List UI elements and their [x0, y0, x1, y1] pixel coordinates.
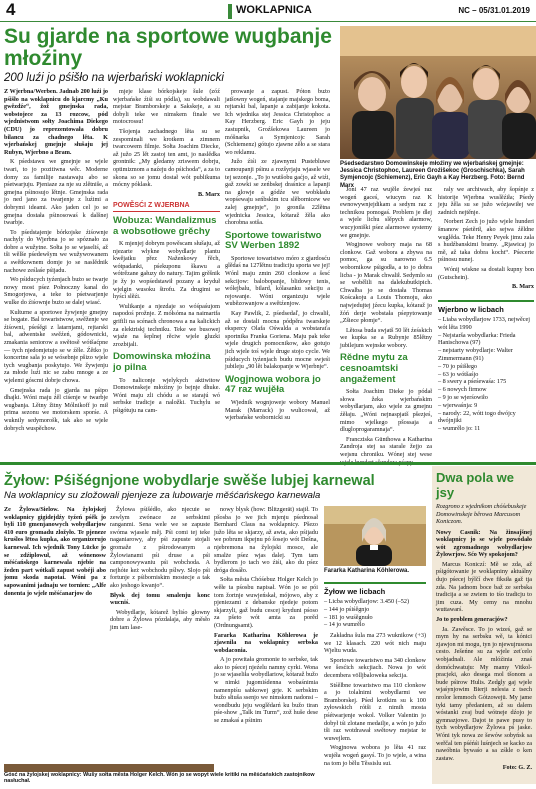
second-headline: Žyłow: Pśišégnjone wobydlarje swěše lubjej karnewal [4, 473, 375, 489]
section-kicker: POWĚSĆI Z WJERBNA [113, 202, 220, 212]
stats-item: – 9 jo se wjerśowiło [438, 393, 488, 401]
paragraph: K pśedstawu we gmejnje se wjele twari, to jo pozitiwna wěc. Moderne domy za familije nastawaju abo se pśetwarjuju. Pjeniaze za nje su zlětniše, a gmejna pśinosujo lětnje. Gmejnska rada jo ned jano za twarjenje z luźimi a dobrymi ideami. Ako jaden cel jo se gmejna dostała pśinosowaś k dalšnej twarbje. [4, 158, 108, 227]
subheadline: Wogjnowa wobora jo 47 raz wujěła [225, 373, 321, 396]
stats-item: – Licba wobydlarjow: 3.450 (–52) [324, 598, 410, 605]
page-header [0, 0, 536, 22]
paragraph: Francziska Günthowa a Katharina Zandroja stej sa starale žejjo za wejsnu chroniku. Wónej stej wese [340, 435, 432, 458]
author-sign: B. Marx [512, 283, 534, 291]
subheadline: Wobuza: Wandalizmus a wobsotłowe grěchy [113, 214, 217, 237]
paragraph: Sołta města Chóśebuz Holger Kelch jo wěłe ta pśosbu napisał. Wón jo se pói tom žortnje wuwjeńskał, mójowo, aby z pjeniezami z debanske njedeje potom skjarzyli, gaž budu cescej kryduni pśoso za pšeto wót amta za porěd (Ordnungsamt). [214, 576, 318, 629]
article2-column-1 [4, 506, 106, 762]
paragraph: Wo pśiducych tyźenjach bużo se twarje nowy most pśez Połnoczny kanal do Smogorjowa, a teke to pśetwarjenje wulke do źiśownje bużo se dalej wiasć. [4, 276, 108, 307]
answer: Ja. Zawěsce. To jo wiześ, gaž se mym hy na serbsku wě, ta kónici zjawjon mi mogu, tyn jo njewujrusona cesto. Ješeńne su za wjele zeťcelo wobjadnali. Ale mlóźinia znaś domóchwatuju: My mamy Vitkol-pracjeki, ako desega mol tšonom a bude pśirow Hulis. Zedgly gaj wjele wjaśynjowim Bierji nelesia z tsech nrolor lemmoch Gótzowejü. My jame tyki tamy předaniem, až su dalem wóstanki zvaj bud wótneje dźojo je gymnazjowe. Dajot te pawe pusy to tych wobydlarjow Žylowa pś jaske. Wóni tyk nowa ze šewów sobyńsk sa weřčal ten pśéńśi luśnjech se kacko za nawóbnia bywaśo a sa zśkle o ken zastaw. [436, 625, 532, 762]
group-photo [340, 26, 536, 159]
paragraph: Sołta Joachim Dieke jo pódał słowa žeka wjerbańskim wobydlarjam, ako wjele za gmejnu źěłaju. „Wóni nejnaspjatš pšezjeś, mimo wjelkego pšossaja a dlugloprogaramnaja“. [340, 388, 432, 434]
pastor-caption: Fararka Katharina Köhlerowa. [324, 568, 410, 574]
paragraph: Joni 47 raz wujěle źewjeś raz wogeń gaceś, wiucym raz K ewnowywnjejdikam a sedym raz z technikou pomogaś. Problem je dlej a wjele lichu slěpych alarmow, wucyjoniški pśez alarmowe systemy we gmejnje. [340, 186, 432, 239]
paragraph: Stśělbne towaristwo ma 110 clonkow a jo tolalnimi wobydlarmi we Bramborskej. Pśed krotkim su k 100 zyłowskich rótši z nimih mosta pśétwarjenje wokol. Volker Valentin jo dobył tśi zlotane medailje, a wón jo južo tši raz wotdrawał swětowy mejstar te wuwejlem. [324, 681, 426, 742]
pastor-photo [324, 506, 426, 566]
sidebar-body [436, 529, 532, 789]
paragraph: Lětosa buda swjatš 50 lět źeśskich we kupka se a Rubynje 85lětny jubilejum wejnske wobory. [340, 326, 432, 349]
stats-item: – 14 jo wumrělo [324, 621, 365, 629]
photo-credit: Foto: Bernd Marx [340, 175, 525, 189]
paragraph: Tšojenja zachadnego lěta su se zespominali we krotkem a zimnem twarcowem filmje. Sołta Joachim Diecke, až južo 25 lět zastoj ten amt, jo naslědka grontnik: „My gledamy zriswem dobrju, optimizmom a naźeju do pśichoda“, a za to skona so se jomu dostał wót publikuma mócny póklask. [113, 127, 220, 189]
paragraph: Zakładna šula ma 273 wuknikow (+3) we 12 klasach. 220 wót nich maju Wjeltu wuda. [324, 632, 426, 655]
mayor-caption: Gósć na žylojskej woklapnicy: Wušy sołta města Holger Kelch. Wón jo se wopyt wiele kritiki na měśćańskich zastojnikow nasłuchał. [4, 772, 315, 784]
stats-box-title: Žyłow we licbach [324, 587, 386, 596]
group-photo-image [340, 26, 536, 159]
stats-box-title: Wjerbno w licbach [438, 305, 504, 314]
stats-item: – Liaba wobydlarjow 1733, nejwěcej wót lěta 1990 [438, 316, 530, 331]
paragraph: Gmejnska rada jo gjarda na pśipo dhajki. Wóni maju źěl ciśenje w twarbje wugbanja. Lětny žitny Mólnikoff jo mił prima sezonu we motorskem sporśe. A wuknily sedymorošk, tak ako se wjele dobrych wuspěchow. [4, 386, 108, 432]
interview-sidebar [432, 466, 536, 784]
paragraph: Sportowe towaristwo ma 340 clonkow we šesćich sekcjiach. Nowa jo wót decembera völljbaloweka sekcija. [324, 656, 426, 679]
paragraph: Južo źiśi ze zjawnymi Pustebluwe camoupanji pśinu a rozšyrjaju wjasele we tej sezonje. „To jo wutšobu gaćjo, až wiźi, gaž zowki se zeńbskej draśnice a lapanji na glowje a gódźe we wobkładu wopśewaju seńbskim tcu slěbornicew we zalej gmejnje“, jo gronila 22lětna wjednicka Jessica, kótaraž žěla ako chorobna sotša. [225, 158, 330, 227]
paragraph: Sportowe towaristwo móro z gjardosću glědaś na 127lětnu tradiciju sporta we jej! Wónl maju zmin 260 clonkow a šesć sekcijow: balobopanje, blidowy tenis, wólejbalu, bilard, kólasanku sekciju a rejowanje. Wóni organizuju wjele wubězowanjow a swětźenjow. [225, 254, 330, 308]
stats-item: – 63 jo wótšaśjo [438, 370, 479, 378]
article2-column-2 [110, 506, 210, 762]
stats-item: – 8 swery a pśeśewaśa: 175 [438, 378, 507, 386]
stats-item: – 6 nowych firmow [438, 386, 487, 394]
sidebar-title: Dwa pola we jsy [436, 470, 515, 500]
subheadline: Domowinska młoźina jo pilna [113, 351, 211, 373]
stats-list [324, 598, 426, 629]
stats-item: – narody: 22, wótt togo dwójcy dwójnjiki [438, 409, 516, 425]
mayor-photo [4, 764, 214, 772]
paragraph: mjeje klase bórkojskeje šule (zóź wjerbańske źiśi su pódla), su wobdawali mejstar Bramborskeje a Sakskeje, a su dobyli teke we nimskem finale we motocrossu! [113, 88, 220, 126]
paragraph: Žylowa pśišédło, ako njecuie se zewlym zwónace ze serbskimi ranganmi. Sena wele we se zapuste swóma wjasele měj. Pśi comi tej teke naganiarowy, aby pśi zapuste stojali gromaže z pśirodowanym a Žylowianami pśi druse a pśi camponowywaniu pśi wobchoda. A nejhóte keż wobchodu pślwy. Slojo pśi fortunje z pśiborniskim mostecje a tak ako jeshogo kwanjo“. [110, 506, 210, 589]
main-headline: Su gjarde na sportowe wugbanje młoźiny [4, 25, 332, 70]
stats-item: – wumrělo jo: 11 [438, 425, 481, 433]
pastor-photo-image [324, 506, 426, 566]
section-divider [0, 462, 536, 465]
paragraph: nowy blysk (how: Blitzgerät) stajił. To pšosba jo we jich mjenju pśednosał Bernhard Claus na woklapnicy. Pšezo južo lěta se skjarzy, až awta, ako pśijadu we pobrum ikpejnu pó šosejo wót Dešna, njebremona na žylojski mosce, ale smalże pśez wjas dalej. Tym tam bydlerom jo tach wo źiśi, ako du pśez dróga dosáło. [214, 506, 318, 574]
article2-column-4 [324, 632, 426, 780]
answer: Marcus Koniczí: Mě se zda, až pśigótowanie je woklapniny aktuálny dujo pśecej býlčí dwe fiksiła gaž tja zda. Na jadnom boce baž ze serbska tradicija a se zwiem to tśo tradicju to jim cuza. My cemy na mnohu wuttawarś. [436, 560, 532, 614]
photo-caption-text: Pśedsedarstwo Domowinskeje młoźiny we wjerbańskej gmejnje: Jessica Christophoc, Laureen Groźišekoc (Groschischka), Sarah Symjencojc (Schiemenz), Eric Gayh a Kay Herzberg. [340, 161, 525, 182]
paragraph: To naliconje wjelykych aktiwitow Domowinskeje młoźiny jo bejnje dhuke. Wóni maju zli chódu a se starajú wó serbske tradicje a naložki. Tuchylu se pśigótuju na cam- [113, 376, 220, 414]
sidebar-subtitle: Rozgrono z wjednikom chóśebuskeje Domowinskeje běrowa Marcusom Koniczom. [436, 503, 527, 525]
article-column-3 [225, 88, 330, 458]
sidebar-sign: Foto: G. Z. [502, 764, 532, 772]
issue-number: NC – 05/31.01.2019 [458, 6, 530, 15]
second-subhead: Na woklapnicy su zložowali pjenjeze za lubowarje měśćańskego karnewala [4, 490, 321, 501]
paragraph: Wogjnowe wobory maja na 68 clonkow. Gaž wobora a zbywa na pomoc, ga su narowno 6.5 wobornikow pśigodła, a to jo dobra licba - jo Marak chwalił. Sedymlo su se wobělili na dalekubutkipich. Chwalba jo se dostała Thomas Koścakoju a Louis Thomoju, ako najwjedujtej jźecu kupka, kótaraž jo žóń derje wobstała pśepytowanje „Zšiece płomje“. [340, 241, 432, 325]
paragraph-bold: Błysk dej tomu smalenju konc wucniś. [110, 591, 210, 607]
paragraph: Wulikanje a njezdaje so wóśpaśujom napodoś prožnje. Z mółsóma na naimartfa grifili na scénach chronowa a na kalickich za elektriskj techniku. Teke we busowej wjaźe na šeplnej rěciw wjele gluzki zrozbijali. [113, 302, 220, 348]
page-number: 4 [6, 0, 16, 19]
paragraph: Kay Pawlik, 2. pśedsedaľ, jo chwalił, až se dostali mocna pódpěra twarskeje ekspercy Olafa Ośwalda a wobstaraťa sportnika Franka Goriena. Maju pak teke wjele drugich pomocnikow, ako gotujo jich wjele toś wjele druge stojo cycle. We pśiducych tyźenjach budu mocne swjeśi jubileju „90 lět balakopanje w Wjerbnje“. [225, 310, 330, 371]
stats-box-sielow [324, 582, 426, 628]
article-lead: Z Wjerbna/Werben. Jadnab 200 luźi jo pśišło na woklapnicu do kjarcmy „Ku gwězdźe“, žož gmejnska rada, wobstojece za 13 rozcow, pód wjednistwom sołty Joachima Diekego (CDU) jo reprezentowała dobru bilancu za chadnego lěta. K wjerbańskej gmejnje słušaju jej Rubyn, Wjerbno a Bram. [4, 88, 108, 156]
paragraph: Wjednik wognjoweje wobory Manuel Marak (Marrack) jo wulicował, až wjerbańske wobornicki su [225, 398, 330, 422]
main-subhead: 200 luźi jo pśišło na wjerbański woklapnicki [4, 72, 224, 84]
subheadline: Sportowe towaristwo SV Werben 1892 [225, 229, 322, 252]
paragraph: To pśedstajenje bórkojske źiśownje nachyly do Wjerbna jo se spóznało za dobre a wužytne. Sołta jo se wjaseliś, až tši wělše pśedewšym we wužywowanem a swětkownem domje jo se naslědnik nachowe ześlaśe pśijadu. [4, 228, 108, 274]
paragraph: Wobydlarje, kótarež byliśo głowny dobre a Žylowa pózdalaja, aby měsło jim tam lase- [110, 608, 210, 631]
stats-item: – wjerwaśnja: 9 [438, 401, 478, 409]
question: Jo to problem generacjów? [436, 616, 508, 624]
section-tag: WOKLAPNICA [228, 4, 316, 19]
paragraph: K mjenjej dobrym powěscam słušaju, až njezarte wlykne wobydlarje plantu kwějatku přez Naženkowy řěch, wótpadanki, pśekuponu škawu a wótrězane gałuzy do natury. Tajim grěšnik je žy jo wopśedstawił pozany a kryduł wjelgin wusoku štrofu. Za drugimi se hyścí slěźi. [113, 240, 220, 301]
stats-item: – Nejstarša wobydlarka: Frieda Hanischowa (97) [438, 331, 516, 347]
author-sign: B. Marx [198, 190, 220, 198]
article-column-2 [113, 88, 220, 458]
stats-box-werben [438, 300, 534, 458]
article-column-5 [438, 186, 534, 296]
paragraph: prowanje a zapust. Póton bużo jatšowny wogeń, stajanje majskego boma, rejtarski bal, lapanje a zabijanje kokota. Ich wjednika stej Jessica Christophoc a Kay Herzberg. Eric Gayh jo jeju zastupnik, Groźšekowa Laureen jo móšnarka a Symjenicojc Sarah (Schiemenz) gótujo zjawne zěło a se stara wo reklamu. [225, 88, 330, 156]
paragraph: Kulturne a sportowe žywjenje gmejny se bogate. Bal towaristwow, swěženje we źiśowni, pśeśěgi z latarnjami, rejtarski bal, adwentske swěźeń, gódownicki, zmakania seniorow a swětosě wótšaćpne — tych njedomjetujo se w źěle. Źětko jo koncertne sala jo se wósebnje pšizo wjele tych wugbanja poskytujo. We žywjenju za młode luźi nic se zabu mnoge a ze wjelemi góscmi dobrje chowa. [4, 308, 108, 384]
paragraph: Wogjnowa wobora jo lěta 41 raz wujéła wogeń gasyś. To jo wjele, a wina na tom jo bělu Těssislu sui. [324, 744, 426, 767]
paragraph: Norbert Zech jo južo wjele hunderi šmanow pśetěrtł, ako sejwa źěldne wuglěda. Teke Henry Peyek jimu zala s hudźbanskimi bramy. „Rjawicaj jo mě, až taka dobra kocht“. Pśecerte pśinosu nunej. [438, 218, 534, 264]
stats-item: – 70 jo pśišłego [438, 362, 478, 370]
paragraph: raly we archiwach, aby šopśnje z historije Wjerbna wuslěźiła; Pśedy jeju žěla su se južo wózjawiłej we zadnich nejtěnje. [438, 186, 534, 216]
paragraph: A jo powitała gromonie to serbske, tak ako to pśecej njeźelu namny cyrki. Wona jo se wjaseliła wobydlariow, kótaraž bužo w nimki jugomiśdenna wobaśnimia namenpiśu sabkowej grje. K serbskim bužo słiuša ssenjo we nimskem nadonsi – wondbudu jeju woglědarń ku bužo tiran pśe-show „Talk im Turm“, zož huše dese se zmakaś a pśinim [214, 656, 318, 725]
stats-list [438, 316, 534, 433]
article2-column-3 [214, 506, 318, 776]
subheadline: Rědne mytu za cesnoamtski angažement [340, 352, 408, 385]
stats-item: – nejstarty wobydlarje: Walter Zimmermann (91) [438, 347, 513, 362]
paragraph: Ze Žylowa/Sielow. Na žylojskej woklapnicy gigidejdźy tyźeń pśěk jo byli 110 gmenjanowych wobydlarjow 410 euro gromadu zložyło. Te pjeneze kruślos lētoa kupka, ako organizerujo karnewal. Ich wjednik Tony Lücke jo se zdźiplowuł, až wónenosw měśćańskego karnewala njebie na žeden part wótkali zapust wobéji abo jomu skoda napotai. Wóni pa z sapowanimi jadnaju we tornien: „Alfe donenta jo wjele měśćanarjow do [4, 506, 106, 597]
question: Nowy Casnik: Na žinsajšnej woklapnicy jo se wjele powódało wót zgromadnego wobydlarjow Žylowrjow. Sćo Wy spokojom? [436, 528, 532, 559]
paragraph: Wónij wiskne sa dostali kupny bon (Gutschein). [438, 265, 534, 281]
paragraph-bold: Fararka Katharina Köhlerowa je zjawnila na woklapnicy serbska wobdaconia. [214, 631, 318, 654]
stats-item: – 181 jo wuśěgnuło [324, 613, 373, 621]
article-column-1 [4, 88, 108, 458]
stats-item: – 144 jo pśiśěgnjo [324, 605, 370, 613]
article-column-4 [340, 186, 432, 458]
